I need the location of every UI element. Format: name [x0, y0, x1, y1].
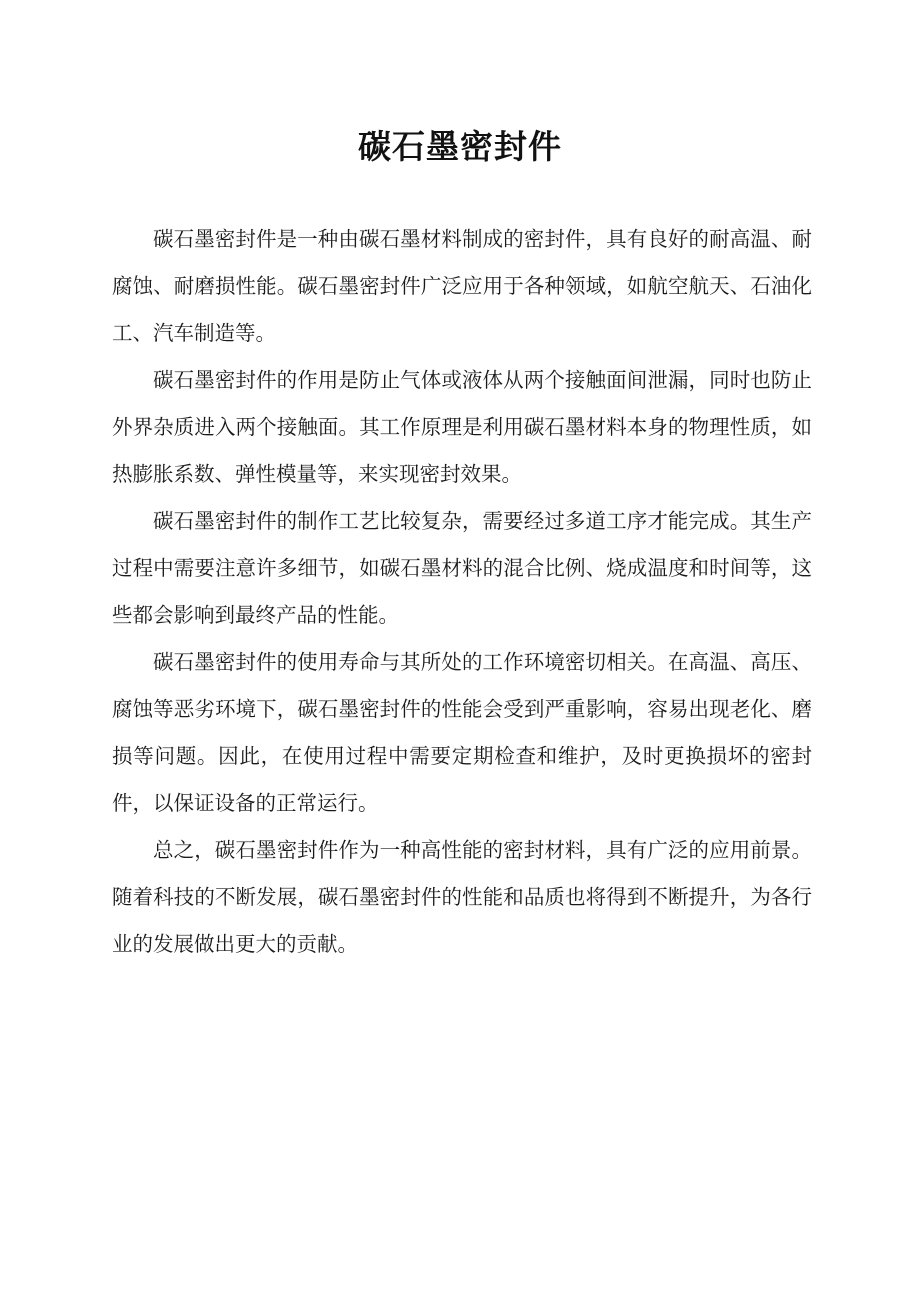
paragraph-5: 总之，碳石墨密封件作为一种高性能的密封材料，具有广泛的应用前景。随着科技的不断发展，碳石墨密封件的性能和品质也将得到不断提升，为各行业的发展做出更大的贡献。 — [112, 838, 812, 956]
document-body — [112, 216, 812, 968]
document-title: 碳石墨密封件 — [358, 127, 562, 166]
paragraph-1: 碳石墨密封件是一种由碳石墨材料制成的密封件，具有良好的耐高温、耐腐蚀、耐磨损性能。碳石墨密封件广泛应用于各种领域，如航空航天、石油化工、汽车制造等。 — [112, 227, 812, 345]
paragraph-3: 碳石墨密封件的制作工艺比较复杂，需要经过多道工序才能完成。其生产过程中需要注意许多细节，如碳石墨材料的混合比例、烧成温度和时间等，这些都会影响到最终产品的性能。 — [112, 509, 812, 627]
paragraph-2: 碳石墨密封件的作用是防止气体或液体从两个接触面间泄漏，同时也防止外界杂质进入两个接触面。其工作原理是利用碳石墨材料本身的物理性质，如热膨胀系数、弹性模量等，来实现密封效果。 — [112, 368, 812, 486]
paragraph-4: 碳石墨密封件的使用寿命与其所处的工作环境密切相关。在高温、高压、腐蚀等恶劣环境下，碳石墨密封件的性能会受到严重影响，容易出现老化、磨损等问题。因此，在使用过程中需要定期检查和维护，及时更换损坏的密封件，以保证设备的正常运行。 — [112, 650, 812, 815]
